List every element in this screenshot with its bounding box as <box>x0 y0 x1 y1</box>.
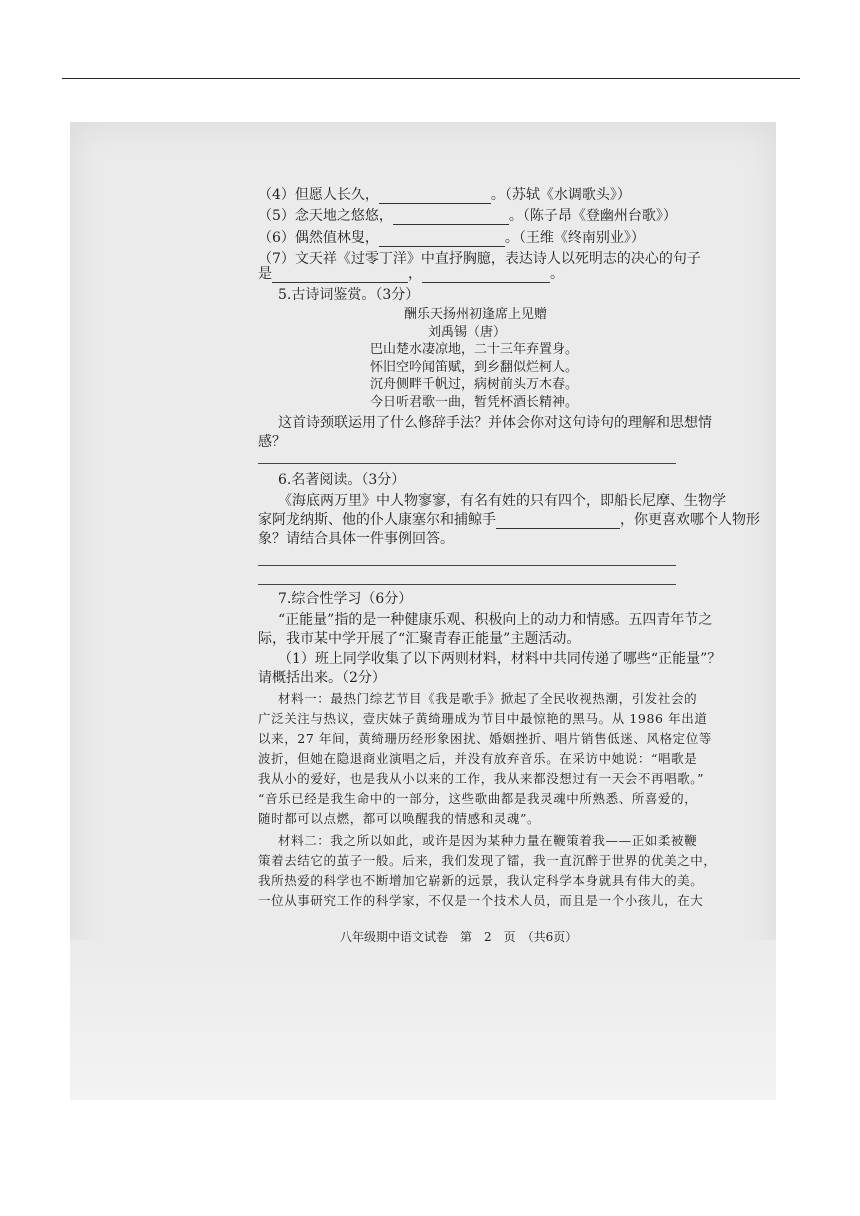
material-two-line: 策着去结它的茧子一般。后来，我们发现了镭，我一直沉醉于世界的优美之中， <box>258 853 717 868</box>
answer-line[interactable] <box>258 584 676 585</box>
material-one-line: 随时都可以点燃，都可以唤醒我的情感和灵魂”。 <box>258 811 541 826</box>
q5-question: 这首诗颈联运用了什么修辞手法？并体会你对这句诗句的理解和思想情 <box>278 415 712 431</box>
poem-author: 刘禹锡（唐） <box>428 325 507 340</box>
q6-heading: 6.名著阅读。（3分） <box>278 472 406 488</box>
answer-blank[interactable] <box>496 514 620 529</box>
q7-intro: 际，我市某中学开展了“汇聚青春正能量”主题活动。 <box>258 631 581 647</box>
q4-item-7-answer: 是 ， 。 <box>258 266 564 282</box>
poem-line: 怀旧空吟闻笛赋，到乡翻似烂柯人。 <box>370 360 579 375</box>
material-one-line: 材料一：最热门综艺节目《我是歌手》掀起了全民收视热潮，引发社会的 <box>278 691 698 706</box>
poem-line: 沉舟侧畔千帆过，病树前头万木春。 <box>370 377 579 392</box>
q7-sub-question: 请概括出来。（2分） <box>258 670 386 686</box>
answer-blank[interactable] <box>379 232 505 247</box>
material-two-line: 我所热爱的科学也不断增加它崭新的远景，我认定科学本身就具有伟大的美。 <box>258 873 704 888</box>
answer-line[interactable] <box>258 463 676 464</box>
answer-blank[interactable] <box>379 189 491 204</box>
q6-text: 象？请结合具体一件事例回答。 <box>258 531 454 547</box>
material-one-line: 以来，27 年间，黄绮珊历经形象困扰、婚姻挫折、唱片销售低迷、风格定位等 <box>258 731 712 746</box>
answer-blank[interactable] <box>422 268 550 283</box>
q7-intro: “正能量”指的是一种健康乐观、积极向上的动力和情感。五四青年节之 <box>278 612 713 628</box>
q7-heading: 7.综合性学习（6分） <box>278 591 413 607</box>
q6-text: 家阿龙纳斯、他的仆人康塞尔和捕鲸手 ，你更喜欢哪个人物形 <box>258 512 760 528</box>
q4-item-4: （4）但愿人长久， 。（苏轼《水调歌头》） <box>258 187 631 203</box>
material-one-line: 广泛关注与热议，壹庆妹子黄绮珊成为节目中最惊艳的黑马。从 1986 年出道 <box>258 711 708 726</box>
answer-blank[interactable] <box>393 210 509 225</box>
poem-title: 酬乐天扬州初逢席上见赠 <box>404 307 548 322</box>
q5-heading: 5.古诗词鉴赏。（3分） <box>278 287 420 303</box>
q7-sub-question: （1）班上同学收集了以下两则材料，材料中共同传递了哪些“正能量”？ <box>278 651 722 667</box>
q4-item-7: （7）文天祥《过零丁洋》中直抒胸臆，表达诗人以死明志的决心的句子 <box>258 251 701 267</box>
q6-text: 《海底两万里》中人物寥寥，有名有姓的只有四个，即船长尼摩、生物学 <box>278 493 726 509</box>
material-one-line: “音乐已经是我生命中的一部分，这些歌曲都是我灵魂中所熟悉、所喜爱的， <box>258 791 698 806</box>
material-one-line: 我从小的爱好，也是我从小以来的工作，我从来都没想过有一天会不再唱歌。” <box>258 771 705 786</box>
answer-blank[interactable] <box>272 268 408 283</box>
material-two-line: 一位从事研究工作的科学家，不仅是一个技术人员，而且是一个小孩儿，在大 <box>258 893 704 908</box>
q5-question-cont: 感？ <box>258 434 286 450</box>
material-one-line: 波折，但她在隐退商业演唱之后，并没有放弃音乐。在采访中她说：“唱歌是 <box>258 751 698 766</box>
page-footer: 八年级期中语文试卷 第 2 页 （共6页） <box>340 930 578 944</box>
poem-line: 巴山楚水凄凉地，二十三年弃置身。 <box>370 342 579 357</box>
q4-item-5: （5）念天地之悠悠， 。（陈子昂《登幽州台歌》） <box>258 208 677 224</box>
material-two-line: 材料二：我之所以如此，或许是因为某种力量在鞭策着我——正如柔被鞭 <box>278 833 698 848</box>
answer-line[interactable] <box>258 565 676 566</box>
poem-line: 今日听君歌一曲，暂凭杯酒长精神。 <box>370 395 579 410</box>
q4-item-6: （6）偶然值林叟， 。（王维《终南别业》） <box>258 230 645 246</box>
page-top-rule <box>62 78 800 79</box>
